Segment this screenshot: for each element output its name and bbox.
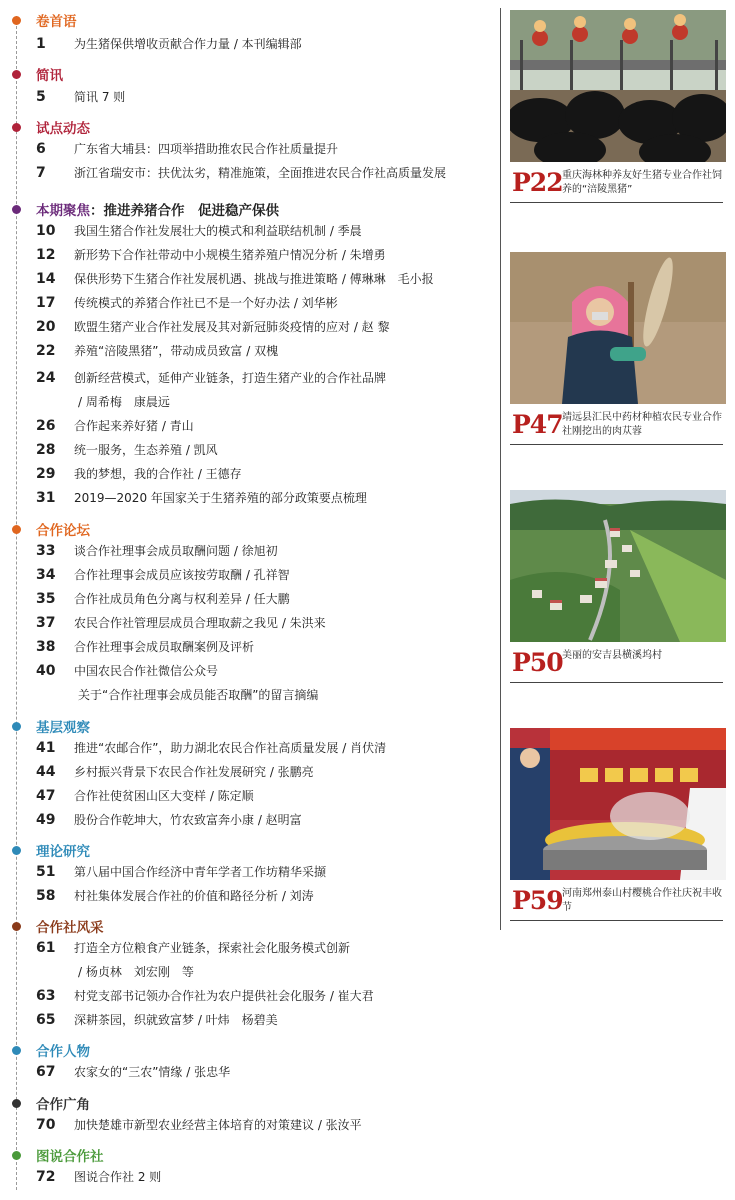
section-title-main: 本期聚焦 bbox=[36, 203, 90, 219]
section-title: 合作人物 bbox=[36, 1044, 90, 1060]
toc-entry[interactable] bbox=[36, 811, 302, 828]
entry-continuation: / 杨贞林 刘宏刚 等 bbox=[78, 965, 194, 979]
entry-title: 浙江省瑞安市：扶优汰劣，精准施策，全面推进农民合作社高质量发展 bbox=[74, 166, 447, 180]
section-dot-icon bbox=[12, 205, 21, 214]
photo-caption-p47 bbox=[510, 406, 723, 445]
section-title: 试点动态 bbox=[36, 121, 90, 137]
section-dot-icon bbox=[12, 922, 21, 931]
page-number: 6 bbox=[36, 141, 46, 157]
entry-title: 农家女的“三农”情缘 / 张忠华 bbox=[74, 1065, 231, 1079]
caption-text: 美丽的安吉县横溪坞村 bbox=[562, 650, 662, 661]
page-number: 67 bbox=[36, 1064, 56, 1080]
toc-entry[interactable] bbox=[36, 739, 386, 756]
toc-entry[interactable] bbox=[36, 222, 362, 239]
entry-title: 合作社理事会成员应该按劳取酬 / 孔祥智 bbox=[74, 568, 290, 582]
page-number: 29 bbox=[36, 466, 56, 482]
section-title-sub: ：推进养猪合作 促进稳产保供 bbox=[90, 203, 279, 219]
page-number: 70 bbox=[36, 1117, 56, 1133]
toc-entry[interactable] bbox=[36, 1116, 362, 1133]
entry-title: 加快楚雄市新型农业经营主体培育的对策建议 / 张汝平 bbox=[74, 1118, 362, 1132]
toc-entry[interactable] bbox=[36, 342, 278, 359]
entry-title: 新形势下合作社带动中小规模生猪养殖户情况分析 / 朱增勇 bbox=[74, 248, 386, 262]
entry-title: 合作社理事会成员取酬案例及评析 bbox=[74, 640, 255, 654]
section-dot-icon bbox=[12, 846, 21, 855]
toc-entry[interactable] bbox=[36, 369, 386, 386]
section-dot-icon bbox=[12, 722, 21, 731]
entry-continuation: / 周希梅 康晨远 bbox=[78, 395, 170, 409]
entry-title: 广东省大埔县：四项举措助推农民合作社质量提升 bbox=[74, 142, 339, 156]
photo-black-pigs bbox=[510, 10, 726, 162]
section-dot-icon bbox=[12, 16, 21, 25]
section-title: 理论研究 bbox=[36, 844, 90, 860]
section-title: 合作社风采 bbox=[36, 920, 104, 936]
page-number: 28 bbox=[36, 442, 56, 458]
entry-title: 打造全方位粮食产业链条，探索社会化服务模式创新 bbox=[74, 941, 351, 955]
caption-page-number: P47 bbox=[512, 410, 563, 439]
entry-title: 统一服务，生态养殖 / 凯风 bbox=[74, 443, 218, 457]
page-number: 12 bbox=[36, 247, 56, 263]
village-illustration-icon bbox=[510, 490, 726, 642]
toc-entry[interactable] bbox=[36, 1168, 161, 1185]
toc-entry[interactable] bbox=[36, 863, 326, 880]
photo-herb-farmer bbox=[510, 252, 726, 404]
entry-title: 合作社成员角色分离与权利差异 / 任大鹏 bbox=[74, 592, 290, 606]
entry-title: 创新经营模式，延伸产业链条，打造生猪产业的合作社品牌 bbox=[74, 371, 387, 385]
photo-caption-p50 bbox=[510, 644, 723, 683]
entry-title: 村党支部书记领办合作社为农户提供社会化服务 / 崔大君 bbox=[74, 989, 374, 1003]
toc-entry[interactable] bbox=[36, 441, 218, 458]
section-title: 基层观察 bbox=[36, 720, 90, 736]
photo-caption-p22 bbox=[510, 164, 723, 203]
column-divider bbox=[500, 8, 501, 930]
page-number: 35 bbox=[36, 591, 56, 607]
page-number: 61 bbox=[36, 940, 56, 956]
toc-entry[interactable] bbox=[36, 590, 290, 607]
entry-title: 简讯 7 则 bbox=[74, 90, 126, 104]
page-number: 20 bbox=[36, 319, 56, 335]
page-number: 24 bbox=[36, 370, 56, 386]
section-title: 合作论坛 bbox=[36, 523, 90, 539]
page-number: 22 bbox=[36, 343, 56, 359]
entry-title: 农民合作社管理层成员合理取薪之我见 / 朱洪来 bbox=[74, 616, 326, 630]
toc-entry[interactable] bbox=[36, 270, 434, 287]
caption-text: 靖远县汇民中药材种植农民专业合作社刚挖出的肉苁蓉 bbox=[562, 412, 722, 437]
page-number: 5 bbox=[36, 89, 46, 105]
toc-entry[interactable] bbox=[36, 1011, 278, 1028]
entry-title: 村社集体发展合作社的价值和路径分析 / 刘涛 bbox=[74, 889, 314, 903]
entry-title: 合作起来养好猪 / 青山 bbox=[74, 419, 194, 433]
entry-title: 乡村振兴背景下农民合作社发展研究 / 张鹏亮 bbox=[74, 765, 314, 779]
toc-entry[interactable] bbox=[36, 939, 350, 956]
entry-title: 传统模式的养猪合作社已不是一个好办法 / 刘华彬 bbox=[74, 296, 338, 310]
page-number: 14 bbox=[36, 271, 56, 287]
entry-title: 第八届中国合作经济中青年学者工作坊精华采撷 bbox=[74, 865, 327, 879]
section-dot-icon bbox=[12, 1151, 21, 1160]
herb-farmer-illustration-icon bbox=[510, 252, 726, 404]
page-number: 41 bbox=[36, 740, 56, 756]
festival-illustration-icon bbox=[510, 728, 726, 880]
section-title: 简讯 bbox=[36, 68, 63, 84]
entry-title: 欧盟生猪产业合作社发展及其对新冠肺炎疫情的应对 / 赵 黎 bbox=[74, 320, 390, 334]
entry-title: 保供形势下生猪合作社发展机遇、挑战与推进策略 / 傅琳琳 毛小报 bbox=[74, 272, 434, 286]
toc-entry[interactable] bbox=[36, 35, 302, 52]
section-title: 图说合作社 bbox=[36, 1149, 104, 1165]
toc-entry[interactable] bbox=[36, 787, 254, 804]
caption-page-number: P50 bbox=[512, 648, 563, 677]
toc-entry[interactable] bbox=[36, 465, 242, 482]
timeline-line bbox=[16, 16, 17, 1190]
toc-entry[interactable] bbox=[36, 489, 367, 506]
toc-entry[interactable] bbox=[36, 417, 194, 434]
caption-text: 重庆海林种养友好生猪专业合作社饲养的“涪陵黑猪” bbox=[562, 170, 722, 195]
page-number: 65 bbox=[36, 1012, 56, 1028]
entry-title: 合作社使贫困山区大变样 / 陈定顺 bbox=[74, 789, 254, 803]
page-number: 10 bbox=[36, 223, 56, 239]
toc-entry[interactable] bbox=[36, 542, 278, 559]
entry-title: 股份合作乾坤大，竹农致富奔小康 / 赵明富 bbox=[74, 813, 302, 827]
page-number: 17 bbox=[36, 295, 56, 311]
page-number: 40 bbox=[36, 663, 56, 679]
page-number: 51 bbox=[36, 864, 56, 880]
toc-entry[interactable] bbox=[36, 88, 125, 105]
page-number: 37 bbox=[36, 615, 56, 631]
toc-entry[interactable] bbox=[36, 566, 290, 583]
caption-text: 河南郑州泰山村樱桃合作社庆祝丰收节 bbox=[562, 888, 722, 913]
page-number: 47 bbox=[36, 788, 56, 804]
page-number: 31 bbox=[36, 490, 56, 506]
page-number: 1 bbox=[36, 36, 46, 52]
entry-title: 2019—2020 年国家关于生猪养殖的部分政策要点梳理 bbox=[74, 491, 367, 505]
caption-page-number: P59 bbox=[512, 886, 563, 915]
page-number: 58 bbox=[36, 888, 56, 904]
photo-caption-p59 bbox=[510, 882, 723, 921]
toc-entry[interactable] bbox=[36, 294, 338, 311]
toc-entry[interactable] bbox=[36, 662, 218, 679]
page-number: 72 bbox=[36, 1169, 56, 1185]
page-number: 26 bbox=[36, 418, 56, 434]
page-number: 33 bbox=[36, 543, 56, 559]
caption-page-number: P22 bbox=[512, 168, 563, 197]
toc-entry[interactable] bbox=[36, 246, 386, 263]
page-number: 63 bbox=[36, 988, 56, 1004]
entry-title: 深耕茶园，织就致富梦 / 叶炜 杨碧美 bbox=[74, 1013, 278, 1027]
section-dot-icon bbox=[12, 70, 21, 79]
section-dot-icon bbox=[12, 525, 21, 534]
entry-title: 养殖“涪陵黑猪”，带动成员致富 / 双槐 bbox=[74, 344, 279, 358]
section-dot-icon bbox=[12, 1046, 21, 1055]
entry-continuation: 关于“合作社理事会成员能否取酬”的留言摘编 bbox=[78, 688, 319, 702]
toc-entry[interactable] bbox=[36, 987, 374, 1004]
entry-title: 中国农民合作社微信公众号 bbox=[74, 664, 219, 678]
toc-entry[interactable] bbox=[36, 140, 338, 157]
toc-entry[interactable] bbox=[36, 763, 314, 780]
pigs-illustration-icon bbox=[510, 10, 726, 162]
entry-title: 我的梦想，我的合作社 / 王德存 bbox=[74, 467, 242, 481]
entry-title: 图说合作社 2 则 bbox=[74, 1170, 162, 1184]
page-number: 34 bbox=[36, 567, 56, 583]
photo-harvest-festival bbox=[510, 728, 726, 880]
photo-village bbox=[510, 490, 726, 642]
toc-entry[interactable] bbox=[36, 318, 390, 335]
entry-title: 为生猪保供增收贡献合作力量 / 本刊编辑部 bbox=[74, 37, 302, 51]
section-title: 卷首语 bbox=[36, 14, 77, 30]
entry-title: 我国生猪合作社发展壮大的模式和利益联结机制 / 季晨 bbox=[74, 224, 362, 238]
page-number: 7 bbox=[36, 165, 46, 181]
toc-entry[interactable] bbox=[36, 164, 446, 181]
section-title bbox=[36, 199, 279, 219]
page-number: 44 bbox=[36, 764, 56, 780]
section-title: 合作广角 bbox=[36, 1097, 90, 1113]
section-dot-icon bbox=[12, 1099, 21, 1108]
toc-entry[interactable] bbox=[36, 614, 326, 631]
page-number: 38 bbox=[36, 639, 56, 655]
entry-title: 谈合作社理事会成员取酬问题 / 徐旭初 bbox=[74, 544, 278, 558]
section-dot-icon bbox=[12, 123, 21, 132]
entry-title: 推进“农邮合作”，助力湖北农民合作社高质量发展 / 肖伏清 bbox=[74, 741, 387, 755]
toc-entry[interactable] bbox=[36, 887, 314, 904]
toc-entry[interactable] bbox=[36, 1063, 230, 1080]
page-number: 49 bbox=[36, 812, 56, 828]
toc-entry[interactable] bbox=[36, 638, 254, 655]
